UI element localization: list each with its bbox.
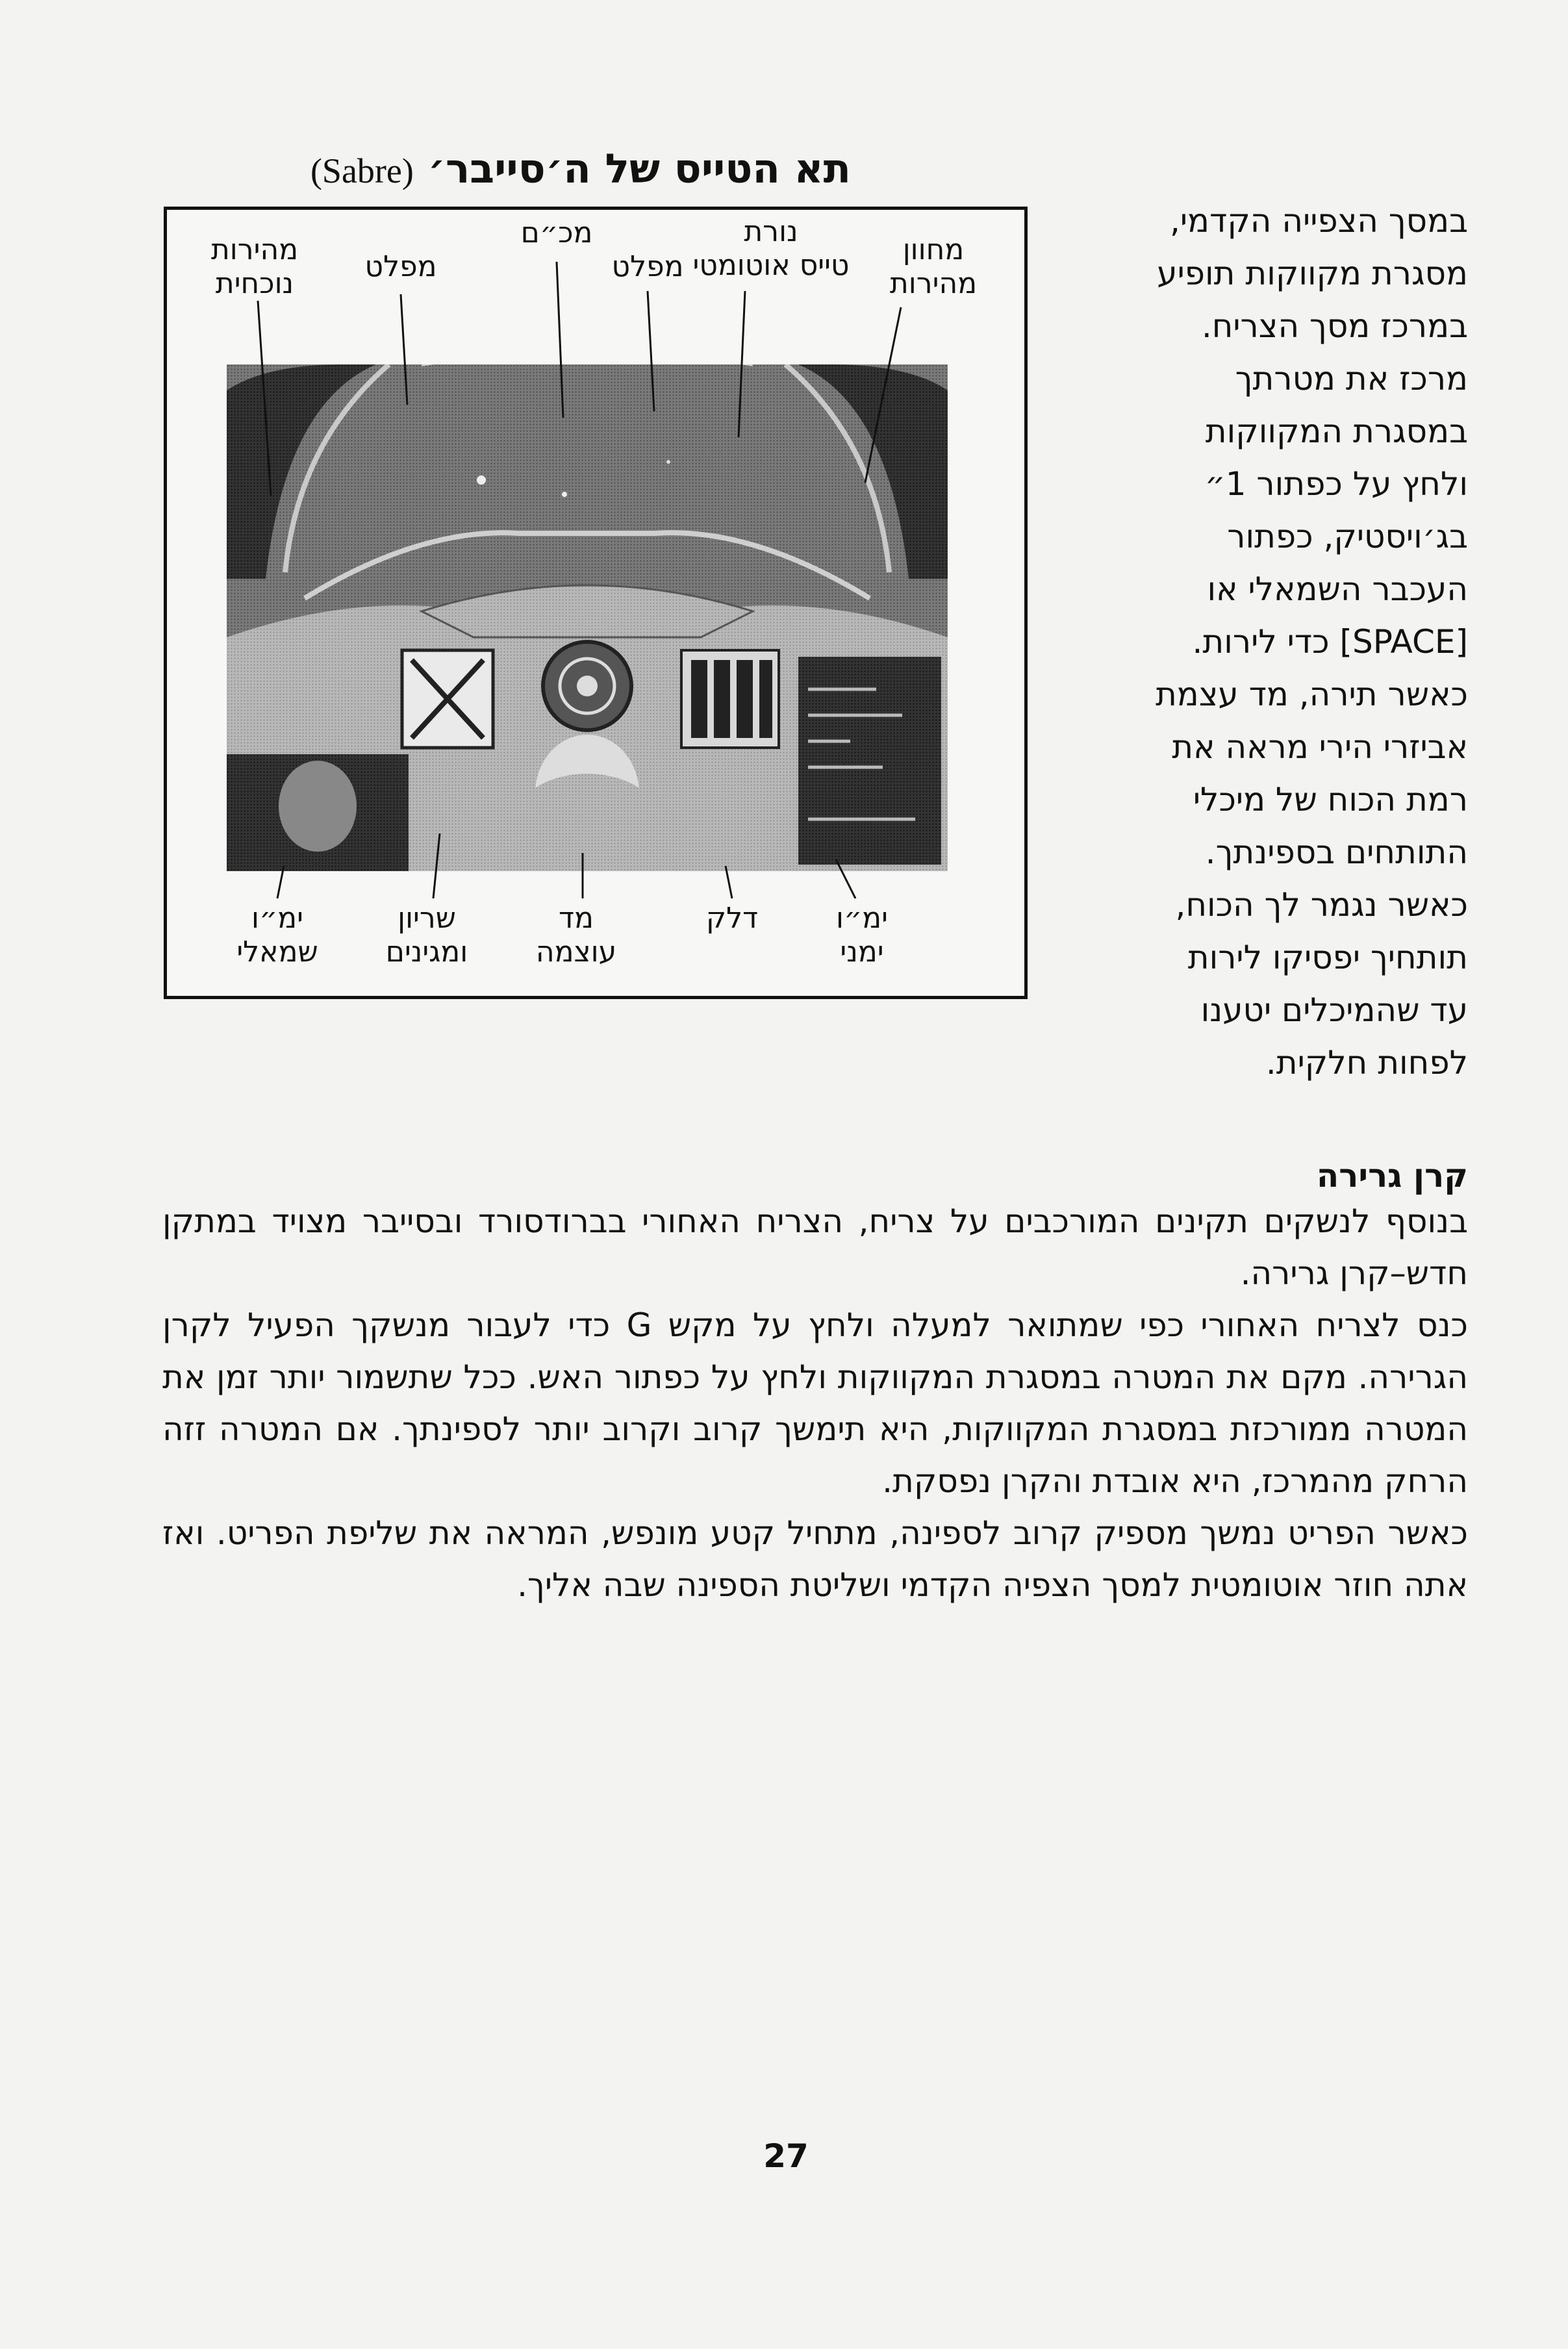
side-line: במסך הצפייה הקדמי, — [1169, 202, 1468, 240]
callout-level-right: מפלט — [611, 250, 684, 283]
callout-current-speed: מהירות נוכחית — [210, 233, 299, 300]
cockpit-heading — [247, 140, 851, 198]
side-line: במרכז מסך הצריח. — [1201, 307, 1468, 345]
section-body — [162, 1195, 1468, 1611]
body-paragraph: כאשר הפריט נמשך מספיק קרוב לספינה, מתחיל קטע מונפש, המראה את שליפת הפריט. ואז אתה חוזר אוטומטית למסך הצפיה הקדמי ושליטת הספינה שבה אליך. — [162, 1514, 1468, 1604]
callout-vdu-right: ימ״ו ימני — [835, 902, 889, 969]
side-line: בג׳ויסטיק, כפתור — [1227, 518, 1468, 555]
side-line: [SPACE] כדי לירות. — [1192, 623, 1468, 661]
side-line: ולחץ על כפתור 1״ — [1204, 465, 1468, 503]
side-line: כאשר תירה, מד עצמת — [1155, 676, 1468, 713]
page-number: 27 — [763, 2137, 809, 2175]
side-line: תותחיך יפסיקו לירות — [1187, 939, 1468, 976]
callout-speed-gauge: מחוון מהירות — [889, 233, 978, 300]
heading-hebrew: תא הטייס של ה׳סייבר׳ — [427, 145, 851, 192]
side-line: מסגרת מקווקות תופיע — [1157, 255, 1468, 292]
callout-armor: שריון ומגינים — [385, 902, 468, 969]
side-line: עד שהמיכלים יטענו — [1200, 991, 1468, 1029]
callout-level-left: מפלט — [364, 250, 437, 283]
body-paragraph: בנוסף לנשקים תקינים המורכבים על צריח, הצריח האחורי בברודסורד ובסייבר מצויד במתקן חדש–קרן גרירה. — [162, 1202, 1468, 1292]
callout-power: מד עוצמה — [535, 902, 617, 969]
callout-radar: מכ״ם — [520, 216, 593, 249]
callout-autopilot: נורת טייס אוטומטי — [692, 215, 850, 282]
body-paragraph: כנס לצריח האחורי כפי שמתואר למעלה ולחץ על מקש G כדי לעבור מנשקך הפעיל לקרן הגרירה. מקם את המטרה במסגרת המקווקות ולחץ על כפתור האש. ככל שתשמור יותר זמן את המטרה ממורכזת במסגרת המקווקות, היא תימשך קרוב וקרוב יותר לספינתך. אם המטרה זזה הרחק מהמרכז, היא אובדת והקרן נפסקת. — [162, 1306, 1469, 1500]
side-line: אביזרי הירי מראה את — [1172, 728, 1468, 766]
side-line: לפחות חלקית. — [1265, 1044, 1468, 1082]
side-line: כאשר נגמר לך הכוח, — [1175, 886, 1468, 924]
side-line: העכבר השמאלי או — [1207, 570, 1468, 608]
heading-latin: (Sabre) — [310, 151, 414, 190]
side-line: רמת הכוח של מיכלי — [1193, 781, 1468, 819]
cockpit-screenshot — [227, 364, 948, 871]
cockpit-figure — [164, 207, 1028, 999]
side-line: מרכז את מטרתך — [1235, 360, 1468, 398]
callout-fuel: דלק — [705, 902, 759, 935]
side-line: במסגרת המקווקות — [1205, 413, 1468, 450]
side-line: התותחים בספינתך. — [1205, 833, 1468, 871]
section-title-tractor-beam: קרן גרירה — [1316, 1157, 1468, 1195]
callout-vdu-left: ימ״ו שמאלי — [236, 902, 318, 969]
side-paragraph — [1065, 195, 1468, 1089]
